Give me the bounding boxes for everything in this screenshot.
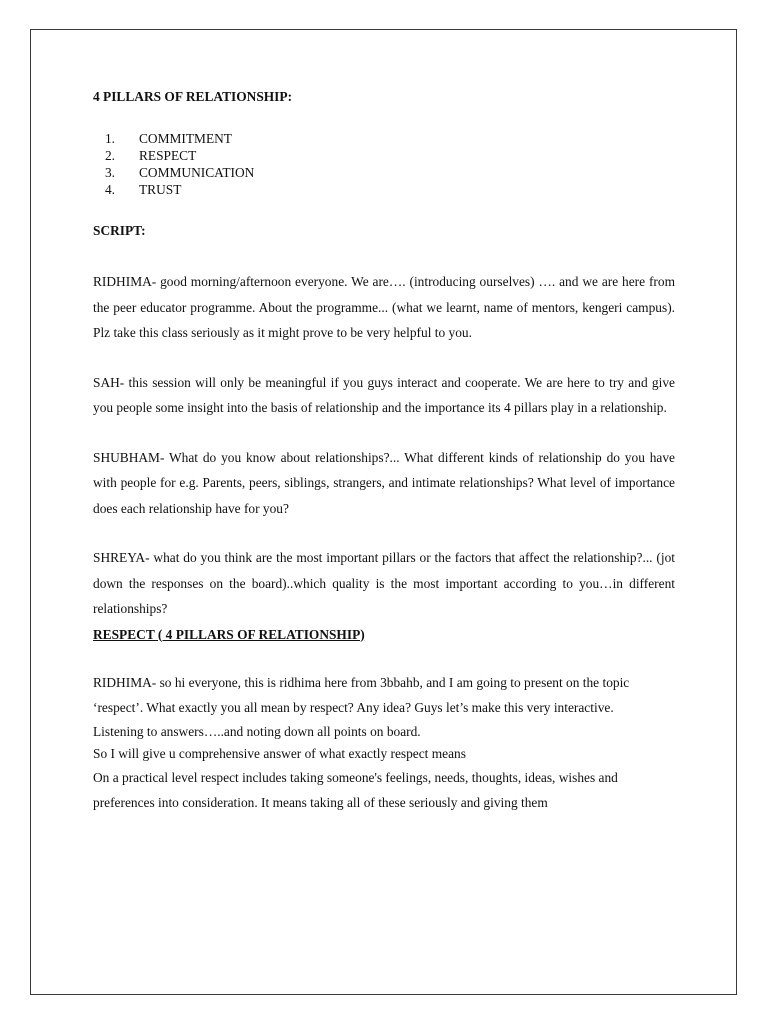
list-item-text: TRUST [139,182,182,197]
list-item [93,181,675,198]
document-body [93,88,675,816]
pillars-list [93,130,675,198]
list-number: 3. [104,165,115,180]
list-item [93,147,675,164]
list-item [93,164,675,181]
script-heading: SCRIPT: [93,223,146,238]
list-number: 2. [104,148,115,163]
paragraph-respect-intro: RIDHIMA- so hi everyone, this is ridhima here from 3bbahb, and I am going to present on the topic ‘respect’. What exactly you all mean by respect? Any idea? Guys let’s make this very interactive. [93,674,630,715]
list-item-text: COMMITMENT [139,131,232,146]
respect-section-heading: RESPECT ( 4 PILLARS OF RELATIONSHIP) [93,626,365,642]
list-item-text: RESPECT [139,148,197,163]
paragraph-respect-definition: On a practical level respect includes taking someone's feelings, needs, thoughts, ideas, wishes and preferences into consideration. It means taking all of these seriously and giving them [93,769,618,810]
list-item [93,130,675,147]
paragraph-listening: Listening to answers…..and noting down all points on board. [93,723,421,739]
list-item-text: COMMUNICATION [139,165,255,180]
paragraph-ridhima-intro: RIDHIMA- good morning/afternoon everyone. We are…. (introducing ourselves) …. and we are here from the peer educator programme. About the programme... (what we learnt, name of mentors, kengeri campus). Plz take this class seriously as it might prove to be very helpful to you. [93,274,675,340]
document-title: 4 PILLARS OF RELATIONSHIP: [93,89,293,104]
list-number: 4. [104,182,115,197]
respect-section [93,670,675,816]
paragraph-comprehensive-answer: So I will give u comprehensive answer of what exactly respect means [93,745,466,761]
list-number: 1. [104,131,115,146]
paragraph-sah: SAH- this session will only be meaningful if you guys interact and cooperate. We are here to try and give you people some insight into the basis of relationship and the importance its 4 pillars play in a relationship. [93,374,675,415]
paragraph-shubham: SHUBHAM- What do you know about relationships?... What different kinds of relationship do you have with people for e.g. Parents, peers, siblings, strangers, and intimate relationships? What level of importance does each relationship have for you? [93,449,675,516]
paragraph-shreya: SHREYA- what do you think are the most important pillars or the factors that affect the relationship?... (jot down the responses on the board)..which quality is the most important according to you…in different relationships? [93,550,675,616]
